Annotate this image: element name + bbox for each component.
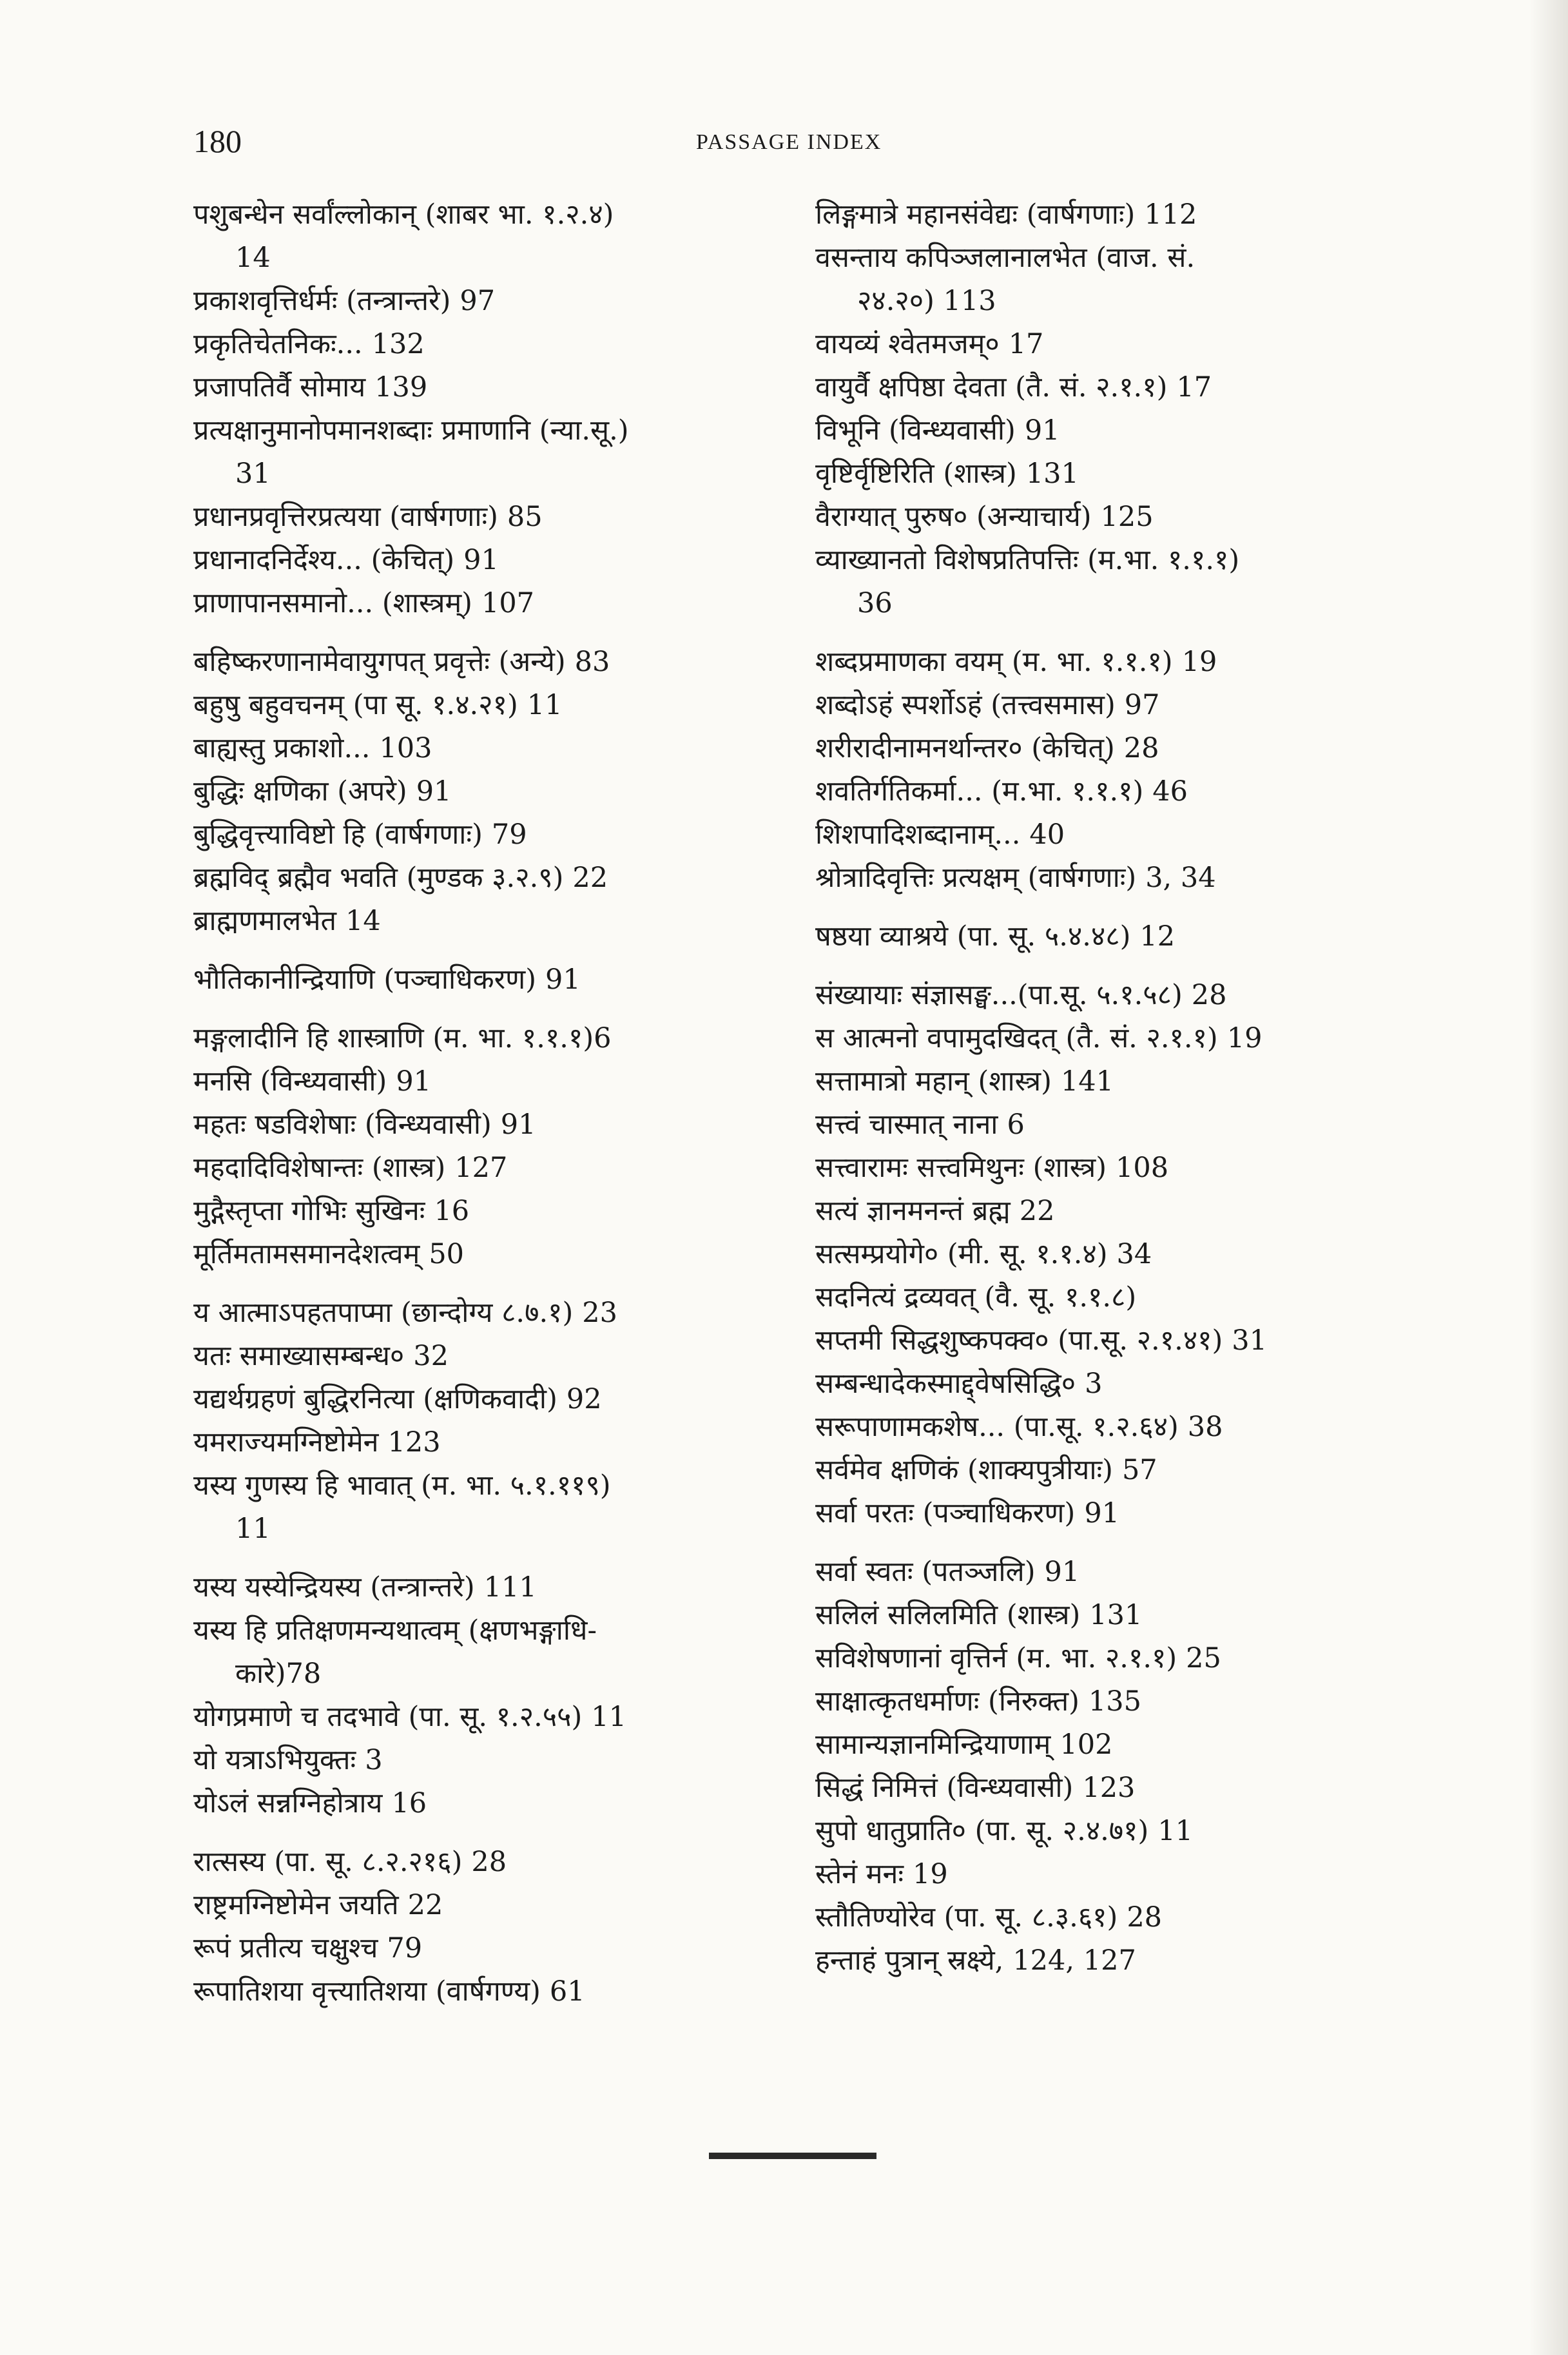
entry-page-ref: 61 [549,1975,585,2008]
entry-page-ref: 131 [1089,1599,1143,1631]
page-header [193,122,1353,174]
running-title: PASSAGE INDEX [696,130,882,154]
index-entry [815,1492,1421,1535]
entry-page-ref: 111 [483,1571,537,1604]
entry-text: प्रकृतिचेतनिकः... [193,328,363,360]
index-entry [815,496,1421,539]
index-entry [193,1017,799,1060]
left-index-column [193,193,799,2013]
entry-page-ref: 135 [1088,1685,1141,1718]
entry-text: षष्ठया व्याश्रये (पा. सू. ५.४.४८) [815,920,1131,953]
entry-text: महतः षडविशेषाः (विन्ध्यवासी) [193,1109,492,1141]
index-entry [815,1190,1421,1233]
index-entry [815,452,1421,496]
entry-text: व्याख्यानतो विशेषप्रतिपत्तिः (म.भा. १.१.१) [815,544,1240,576]
entry-page-ref: 11 [591,1701,626,1733]
index-entry [193,1060,799,1103]
entry-text: यो यत्राऽभियुक्तः [193,1744,356,1776]
entry-text: सप्तमी सिद्धशुष्कपक्व० (पा.सू. २.१.४१) [815,1324,1223,1357]
index-entry [815,974,1421,1017]
index-entry [193,1841,799,1884]
entry-text: सत्यं ज्ञानमनन्तं ब्रह्म [815,1195,1011,1227]
entry-page-ref: 11 [1157,1815,1194,1847]
entry-continuation: 11 [235,1513,271,1545]
entry-text: वसन्ताय कपिञ्जलानालभेत (वाज. सं. [815,242,1195,274]
entry-text: सुपो धातुप्राति० (पा. सू. २.४.७१) [815,1815,1149,1847]
index-entry [815,915,1421,958]
index-entry [815,1319,1421,1362]
index-entry [815,1594,1421,1637]
index-entry [193,366,799,409]
entry-text: मूर्तिमतामसमानदेशत्वम् [193,1238,420,1270]
entry-text: मनसि (विन्ध्यवासी) [193,1065,387,1098]
entry-text: सामान्यज्ञानमिन्द्रियाणाम् [815,1729,1051,1761]
entry-page-ref: 91 [463,544,499,576]
index-entry [193,193,799,237]
entry-page-ref: 91 [1024,414,1060,447]
entry-text: शब्दोऽहं स्पर्शोऽहं (तत्त्वसमास) [815,689,1116,721]
index-entry [193,1970,799,2013]
index-entry [815,1637,1421,1680]
entry-text: महदादिविशेषान्तः (शास्त्र) [193,1152,446,1184]
index-entry [815,1406,1421,1449]
index-entry [815,1060,1421,1103]
entry-page-ref: 79 [491,819,527,851]
index-entry [193,539,799,582]
entry-continuation: कारे)78 [235,1658,322,1690]
index-entry [193,280,799,323]
index-entry [193,409,799,452]
index-entry [815,1233,1421,1276]
index-entry [193,1739,799,1782]
entry-text: यस्य यस्येन्द्रियस्य (तन्त्रान्तरे) [193,1571,475,1604]
entry-text: सिद्धं निमित्तं (विन्ध्यवासी) [815,1772,1074,1804]
index-entry [193,582,799,625]
index-entry [815,193,1421,237]
index-entry [815,1103,1421,1147]
entry-page-ref: 127 [454,1152,508,1184]
entry-page-ref: 92 [566,1383,602,1415]
index-entry [193,1103,799,1147]
entry-text: प्रजापतिर्वै सोमाय [193,371,366,403]
index-entry [815,539,1421,582]
entry-page-ref: 132 [371,328,425,360]
entry-text: वायुर्वै क्षपिष्ठा देवता (तै. सं. २.१.१) [815,371,1168,403]
entry-page-ref: 3 [1085,1368,1103,1400]
entry-page-ref: 97 [460,285,496,317]
entry-text: यतः समाख्यासम्बन्ध० [193,1340,405,1372]
entry-text: सत्त्वं चास्मात् नाना [815,1109,998,1141]
index-entry [815,1723,1421,1767]
entry-page-ref: 91 [416,775,452,808]
entry-text: शवतिर्गतिकर्मा... (म.भा. १.१.१) [815,775,1144,808]
entry-page-ref: 85 [507,501,543,533]
index-entry [193,1884,799,1927]
page-number: 180 [193,123,242,159]
index-entry [193,813,799,857]
entry-text: सलिलं सलिलमिति (शास्त्र) [815,1599,1081,1631]
entry-page-ref: 31 [1232,1324,1267,1357]
entry-page-ref: 16 [434,1195,470,1227]
index-entry [815,1147,1421,1190]
entry-page-ref: 28 [1127,1901,1163,1933]
index-entry [193,1190,799,1233]
entry-page-ref: 123 [1082,1772,1136,1804]
entry-text: साक्षात्कृतधर्माणः (निरुक्त) [815,1685,1079,1718]
index-entry [815,1449,1421,1492]
index-entry [193,958,799,1002]
entry-text: सत्तामात्रो महान् (शास्त्र) [815,1065,1052,1098]
index-entry [815,641,1421,684]
entry-page-ref: 28 [1123,732,1159,764]
entry-text: ब्राह्मणमालभेत [193,905,336,937]
entry-text: लिङ्गमात्रे महानसंवेद्यः (वार्षगणाः) [815,199,1136,231]
entry-text: स्तौतिण्योरेव (पा. सू. ८.३.६१) [815,1901,1118,1933]
entry-page-ref: 57 [1121,1454,1157,1486]
entry-text: स आत्मनो वपामुदखिदत् (तै. सं. २.१.१) [815,1022,1218,1054]
index-entry [815,1017,1421,1060]
entry-text: यस्य हि प्रतिक्षणमन्यथात्वम् (क्षणभङ्गाधि- [193,1614,597,1647]
entry-page-ref: 107 [481,587,535,619]
entry-page-ref: 102 [1060,1729,1113,1761]
entry-page-ref: 40 [1029,819,1065,851]
index-entry [193,1696,799,1739]
entry-page-ref: 91 [396,1065,432,1098]
entry-text: शिशपादिशब्दानाम्... [815,819,1021,851]
entry-page-ref: 34 [1116,1238,1152,1270]
entry-page-ref: 123 [387,1426,441,1459]
index-entry [193,1927,799,1970]
entry-page-ref: 103 [379,732,432,764]
index-entry [193,323,799,366]
entry-text: संख्यायाः संज्ञासङ्घ...(पा.सू. ५.१.५८) [815,979,1183,1011]
entry-page-ref: 28 [471,1846,507,1878]
entry-text: वैराग्यात् पुरुष० (अन्याचार्य) [815,501,1092,533]
entry-text: बुद्धिवृत्त्याविष्टो हि (वार्षगणाः) [193,819,483,851]
entry-page-ref: 125 [1100,501,1154,533]
entry-text: प्रकाशवृत्तिर्धर्मः (तन्त्रान्तरे) [193,285,451,317]
entry-text: य आत्माऽपहतपाप्मा (छान्दोग्य ८.७.१) [193,1297,574,1329]
entry-text: रूपातिशया वृत्त्यातिशया (वार्षगण्य) [193,1975,541,2008]
entry-text: पशुबन्धेन सर्वांल्लोकान् (शाबर भा. १.२.४) [193,199,614,231]
entry-page-ref: 91 [1044,1556,1080,1588]
index-entry [193,1566,799,1609]
index-entry [815,1853,1421,1896]
index-entry [815,1551,1421,1594]
entry-text: योगप्रमाणे च तदभावे (पा. सू. १.२.५५) [193,1701,583,1733]
index-entry [193,857,799,900]
entry-page-ref: 17 [1176,371,1212,403]
entry-page-ref: 22 [572,862,608,894]
entry-page-ref: 3, 34 [1145,862,1216,894]
entry-text: सर्वा परतः (पञ्चाधिकरण) [815,1497,1076,1529]
index-entry [193,770,799,813]
index-entry [193,1464,799,1507]
entry-page-ref: 38 [1187,1411,1223,1443]
entry-text: सर्वा स्वतः (पतञ्जलि) [815,1556,1036,1588]
entry-text: सरूपाणामकशेष... (पा.सू. १.२.६४) [815,1411,1179,1443]
entry-text: मुद्गैस्तृप्ता गोभिः सुखिनः [193,1195,425,1227]
index-entry [193,1609,799,1652]
entry-text: वृष्टिर्वृष्टिरिति (शास्त्र) [815,458,1017,490]
entry-page-ref: 141 [1060,1065,1114,1098]
index-entry [815,409,1421,452]
index-entry [193,684,799,727]
entry-page-ref: 91 [545,964,581,996]
entry-text: शब्दप्रमाणका वयम् (म. भा. १.१.१) [815,646,1173,678]
index-entry [193,1782,799,1825]
entry-text: रात्सस्य (पा. सू. ८.२.२१६) [193,1846,463,1878]
entry-text: यद्यर्थग्रहणं बुद्धिरनित्या (क्षणिकवादी) [193,1383,557,1415]
entry-page-ref: 131 [1025,458,1079,490]
index-entry [815,366,1421,409]
entry-text: प्रत्यक्षानुमानोपमानशब्दाः प्रमाणानि (न्या.सू.) [193,414,629,447]
index-entry [193,1335,799,1378]
entry-page-ref: 32 [413,1340,449,1372]
entry-text: प्राणापानसमानो... (शास्त्रम्) [193,587,472,619]
index-entry [815,1276,1421,1319]
entry-text: बहुषु बहुवचनम् (पा सू. १.४.२१) [193,689,518,721]
entry-page-ref: 19 [1226,1022,1263,1054]
index-entry [193,900,799,943]
entry-text: रूपं प्रतीत्य चक्षुश्च [193,1932,378,1964]
entry-continuation: 36 [857,587,893,619]
entry-text: सविशेषणानां वृत्तिर्न (म. भा. २.१.१) [815,1642,1177,1674]
entry-page-ref: 83 [574,646,610,678]
entry-page-ref: 25 [1186,1642,1221,1674]
index-entry [193,1421,799,1464]
index-entry [815,1896,1421,1939]
index-entry [815,1810,1421,1853]
index-entry [193,1292,799,1335]
entry-page-ref: 22 [407,1889,443,1921]
entry-text: सदनित्यं द्रव्यवत् (वै. सू. १.१.८) [815,1281,1137,1313]
entry-page-ref: 50 [429,1238,465,1270]
index-entry [193,641,799,684]
entry-text: बुद्धिः क्षणिका (अपरे) [193,775,407,808]
index-entry [815,1767,1421,1810]
entry-page-ref: 46 [1152,775,1188,808]
index-entry [193,1378,799,1421]
index-entry [815,237,1421,280]
entry-text: ब्रह्मविद् ब्रह्मैव भवति (मुण्डक ३.२.९) [193,862,564,894]
entry-text: सत्सम्प्रयोगे० (मी. सू. १.१.४) [815,1238,1108,1270]
index-entry [193,1233,799,1276]
entry-text: प्रधानप्रवृत्तिरप्रत्यया (वार्षगणाः) [193,501,498,533]
page-edge-shadow [1529,0,1568,2355]
entry-text: श्रोत्रादिवृत्तिः प्रत्यक्षम् (वार्षगणाः) [815,862,1137,894]
entry-page-ref: 19 [913,1858,948,1890]
end-rule [709,2153,876,2159]
entry-text: प्रधानादनिर्देश्य... (केचित्) [193,544,455,576]
index-entry [193,1147,799,1190]
entry-text: यमराज्यमग्निष्टोमेन [193,1426,379,1459]
entry-page-ref: 112 [1144,199,1197,231]
index-entry [815,1362,1421,1406]
index-entry [815,1680,1421,1723]
index-entry [193,496,799,539]
entry-page-ref: 19 [1181,646,1217,678]
entry-page-ref: 91 [500,1109,536,1141]
entry-text: भौतिकानीन्द्रियाणि (पञ्चाधिकरण) [193,964,537,996]
index-entry [815,857,1421,900]
index-entry [815,1939,1421,1982]
index-entry [815,813,1421,857]
entry-page-ref: 108 [1116,1152,1169,1184]
entry-text: यस्य गुणस्य हि भावात् (म. भा. ५.१.११९) [193,1469,611,1502]
entry-page-ref: 6 [1007,1109,1025,1141]
entry-page-ref: 11 [527,689,563,721]
entry-page-ref: 17 [1008,328,1044,360]
entry-page-ref: 97 [1124,689,1160,721]
entry-text: शरीरादीनामनर्थान्तर० (केचित्) [815,732,1115,764]
entry-page-ref: 124, 127 [1012,1944,1136,1977]
entry-text: स्तेनं मनः [815,1858,904,1890]
right-index-column [815,193,1421,1982]
entry-continuation: २४.२०) 113 [857,285,996,317]
entry-text: योऽलं सन्नग्निहोत्राय [193,1787,383,1819]
entry-text: राष्ट्रमग्निष्टोमेन जयति [193,1889,399,1921]
index-entry [815,770,1421,813]
entry-text: वायव्यं श्वेतमजम्० [815,328,1000,360]
entry-text: बाह्यस्तु प्रकाशो... [193,732,371,764]
entry-continuation: 14 [235,242,271,274]
index-entry [815,684,1421,727]
entry-text: सम्बन्धादेकस्माद्द्वेषसिद्धि० [815,1368,1076,1400]
entry-page-ref: 91 [1084,1497,1120,1529]
entry-page-ref: 79 [387,1932,423,1964]
entry-page-ref: 139 [374,371,428,403]
entry-page-ref: 22 [1019,1195,1055,1227]
entry-page-ref: 12 [1139,920,1176,953]
entry-page-ref: 16 [391,1787,427,1819]
index-entry [193,727,799,770]
entry-text: हन्ताहं पुत्रान् स्रक्ष्ये, [815,1944,1004,1977]
entry-page-ref: 28 [1191,979,1227,1011]
entry-page-ref: 23 [582,1297,617,1329]
index-entry [815,727,1421,770]
entry-text: बहिष्करणानामेवायुगपत् प्रवृत्तेः (अन्ये) [193,646,566,678]
entry-page-ref: 14 [345,905,381,937]
entry-page-ref: 3 [365,1744,383,1776]
entry-text: सत्त्वारामः सत्त्वमिथुनः (शास्त्र) [815,1152,1107,1184]
entry-text: सर्वमेव क्षणिकं (शाक्यपुत्रीयाः) [815,1454,1113,1486]
entry-continuation: 31 [235,458,271,490]
entry-text: मङ्गलादीनि हि शास्त्राणि (म. भा. १.१.१)6 [193,1022,612,1054]
index-entry [815,323,1421,366]
entry-text: विभूनि (विन्ध्यवासी) [815,414,1016,447]
